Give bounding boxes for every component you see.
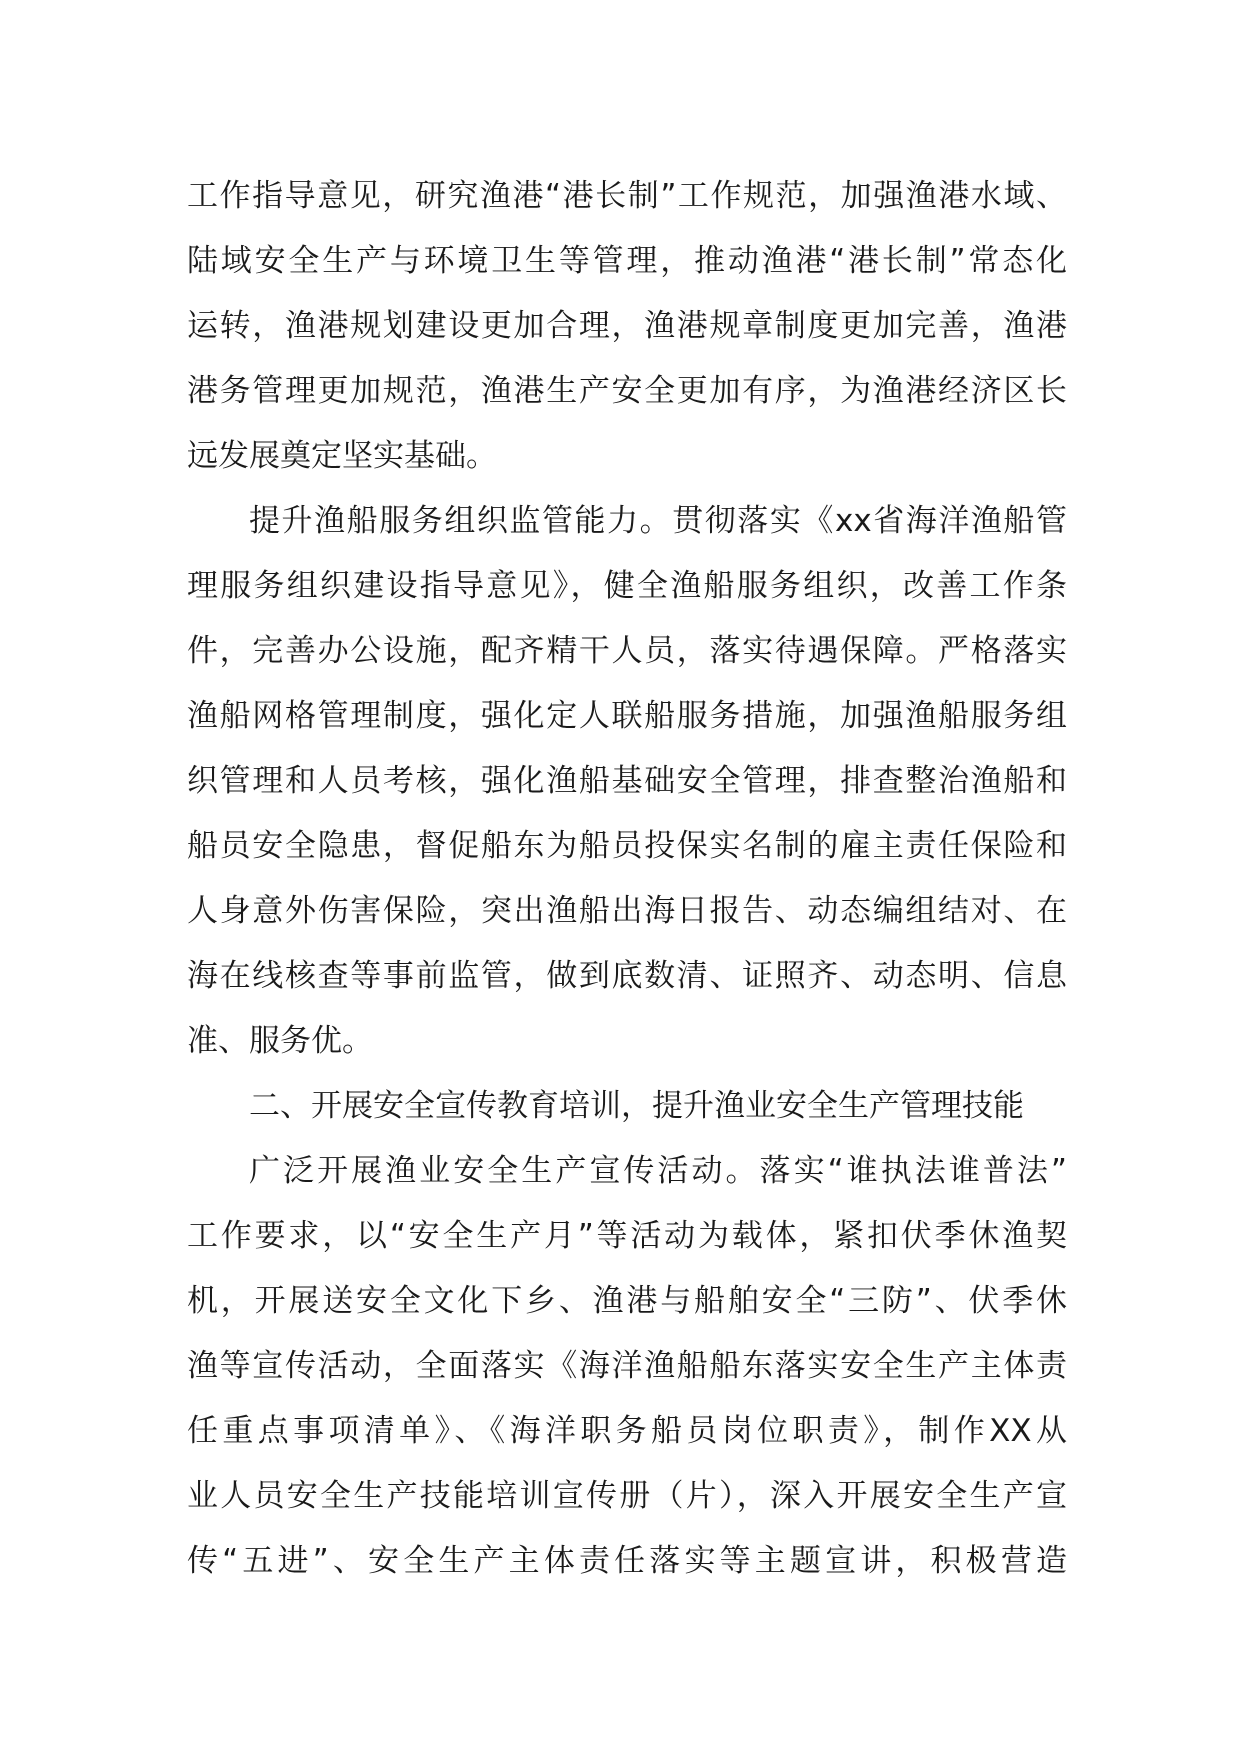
text-line: 机，开展送安全文化下乡、渔港与船舶安全“三防”、伏季休 [187,1283,1067,1319]
body-text [187,164,1067,1594]
text-line: 任重点事项清单》、《海洋职务船员岗位职责》，制作XX从 [187,1413,1067,1449]
text-line: 人身意外伤害保险，突出渔船出海日报告、动态编组结对、在 [187,893,1067,929]
text-line: 远发展奠定坚实基础。 [187,438,497,474]
text-line: 传“五进”、安全生产主体责任落实等主题宣讲，积极营造 [187,1543,1067,1579]
text-line: 业人员安全生产技能培训宣传册（片），深入开展安全生产宣 [187,1478,1067,1514]
paragraph [187,164,1067,489]
text-line: 广泛开展渔业安全生产宣传活动。落实“谁执法谁普法” [249,1153,1067,1189]
text-line: 船员安全隐患，督促船东为船员投保实名制的雇主责任保险和 [187,828,1067,864]
text-line: 工作要求，以“安全生产月”等活动为载体，紧扣伏季休渔契 [187,1218,1067,1254]
section-heading [187,1074,1067,1139]
text-line: 提升渔船服务组织监管能力。贯彻落实《xx省海洋渔船管 [249,503,1067,539]
text-line: 运转，渔港规划建设更加合理，渔港规章制度更加完善，渔港 [187,308,1067,344]
text-line: 渔船网格管理制度，强化定人联船服务措施，加强渔船服务组 [187,698,1067,734]
text-line: 件，完善办公设施，配齐精干人员，落实待遇保障。严格落实 [187,633,1067,669]
paragraph [187,1139,1067,1594]
text-line: 陆域安全生产与环境卫生等管理，推动渔港“港长制”常态化 [187,243,1067,279]
text-line: 二、开展安全宣传教育培训，提升渔业安全生产管理技能 [249,1088,1024,1124]
paragraph [187,489,1067,1074]
text-line: 织管理和人员考核，强化渔船基础安全管理，排查整治渔船和 [187,763,1067,799]
text-line: 港务管理更加规范，渔港生产安全更加有序，为渔港经济区长 [187,373,1067,409]
text-line: 海在线核查等事前监管，做到底数清、证照齐、动态明、信息 [187,958,1067,994]
text-line: 准、服务优。 [187,1023,373,1059]
text-line: 渔等宣传活动，全面落实《海洋渔船船东落实安全生产主体责 [187,1348,1067,1384]
text-line: 工作指导意见，研究渔港“港长制”工作规范，加强渔港水域、 [187,178,1067,214]
text-line: 理服务组织建设指导意见》，健全渔船服务组织，改善工作条 [187,568,1067,604]
